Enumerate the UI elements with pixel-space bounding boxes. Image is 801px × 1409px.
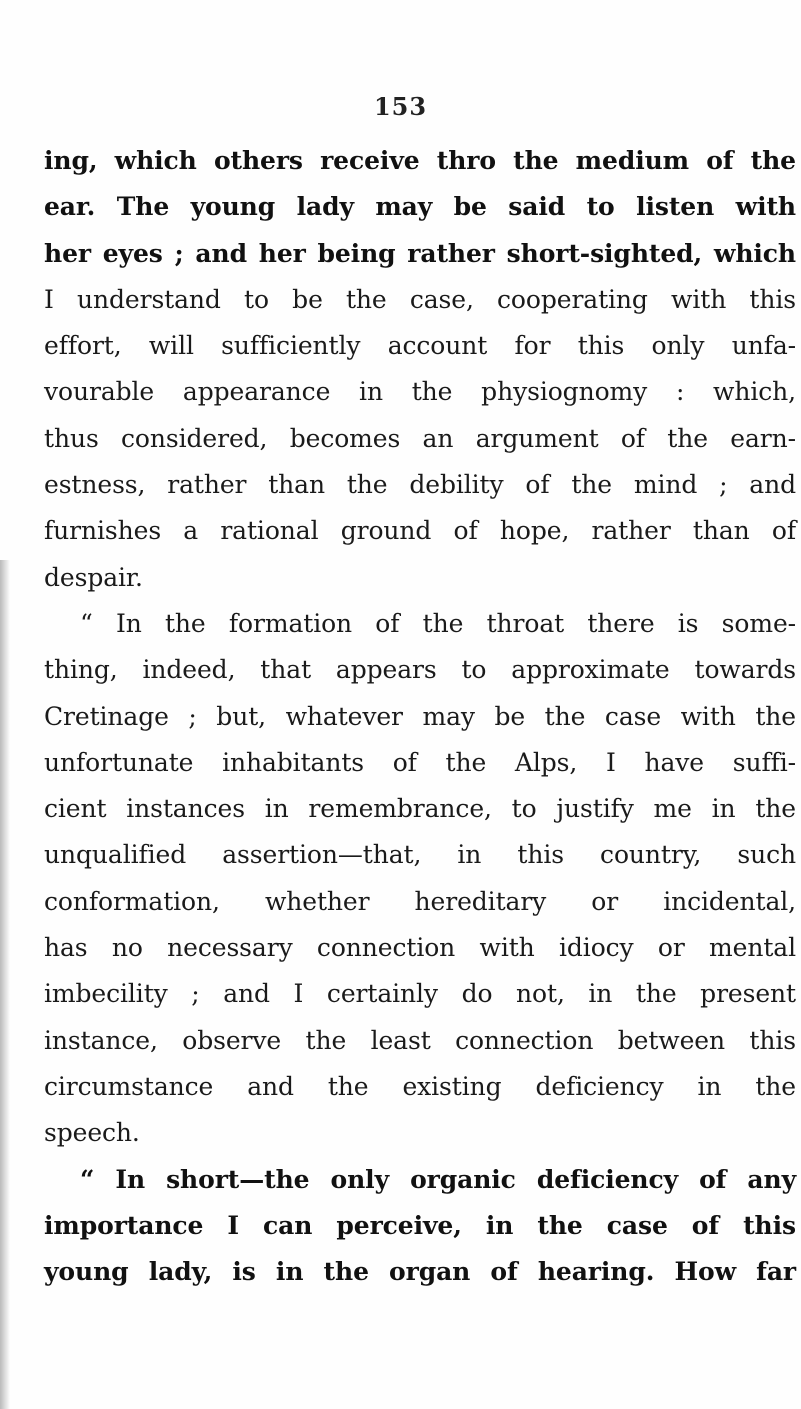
text-line: I understand to be the case, cooperating with this (44, 284, 796, 314)
text-line: importance I can perceive, in the case of this (44, 1210, 796, 1240)
text-line: “ In the formation of the throat there is some- (80, 608, 796, 638)
text-line: cient instances in remembrance, to justify me in the (44, 794, 796, 824)
text-line: ing, which others receive thro the medium of the (44, 146, 796, 175)
text-line: young lady, is in the organ of hearing. How far (44, 1257, 796, 1287)
text-line: thus considered, becomes an argument of the earn- (44, 423, 796, 453)
page-number: 153 (373, 92, 428, 121)
text-line: ear. The young lady may be said to listen with (44, 192, 796, 222)
text-line: despair. (44, 562, 143, 592)
text-line: instance, observe the least connection between this (44, 1025, 796, 1055)
text-line: furnishes a rational ground of hope, rather than of (44, 516, 796, 546)
text-line: unfortunate inhabitants of the Alps, I have suffi- (44, 747, 796, 777)
text-line: has no necessary connection with idiocy or mental (44, 933, 796, 963)
page-gutter-shadow (0, 560, 10, 1409)
text-line: vourable appearance in the physiognomy : which, (44, 377, 796, 407)
text-line: imbecility ; and I certainly do not, in the present (44, 979, 796, 1009)
text-line: unqualified assertion—that, in this country, such (44, 840, 796, 870)
text-line: effort, will sufficiently account for this only unfa- (44, 331, 796, 361)
text-line: conformation, whether hereditary or incidental, (44, 886, 796, 916)
text-line: “ In short—the only organic deficiency of any (80, 1164, 796, 1194)
text-line: estness, rather than the debility of the mind ; and (44, 470, 796, 500)
text-line: thing, indeed, that appears to approximate towards (44, 655, 796, 685)
text-line: circumstance and the existing deficiency in the (44, 1071, 796, 1101)
body-text (44, 138, 796, 1295)
text-line: speech. (44, 1118, 140, 1148)
text-line: Cretinage ; but, whatever may be the case with the (44, 701, 796, 731)
text-line: her eyes ; and her being rather short-sighted, which (44, 238, 796, 268)
